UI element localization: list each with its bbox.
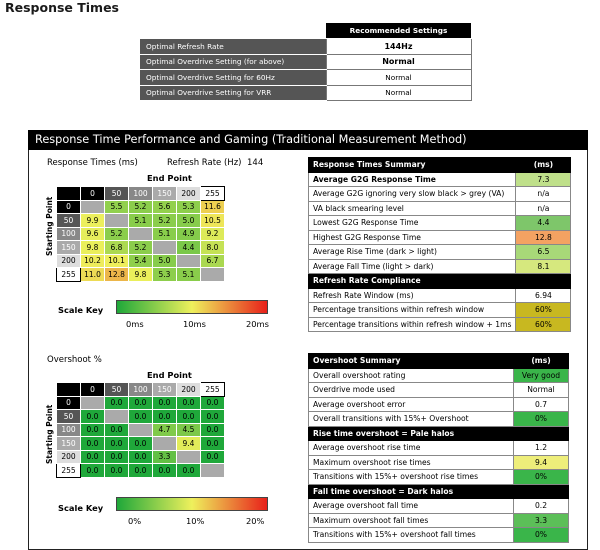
grid-cell: 5.2 [129,241,153,255]
summary-row-value: 3.3 [514,513,569,528]
scale-key-label: Scale Key [58,503,104,513]
scale-key-label: Scale Key [58,305,104,315]
rec-label: Optimal Refresh Rate [140,39,326,55]
grid-cell: 10.5 [201,214,225,228]
summary-row-value: 6.5 [516,245,571,260]
grid-cell: 0.0 [105,423,129,437]
rec-value: Normal [326,70,471,86]
grid-cell: 0.0 [201,410,225,424]
rec-value: Normal [326,54,471,70]
summary-row-value: 0.2 [514,499,569,514]
summary-row-value: n/a [516,201,571,216]
summary-row-value: Very good [514,368,569,383]
grid-cell: 0.0 [201,450,225,464]
grid-cell: 0.0 [81,464,105,478]
recommended-settings-table [140,23,472,101]
rec-label: Optimal Overdrive Setting (for above) [140,54,326,70]
grid-cell: 6.7 [201,254,225,268]
grid-cell: 10.2 [81,254,105,268]
rise-header: Rise time overshoot = Pale halos [309,426,569,441]
summary-row-value: 0% [514,412,569,427]
grid-cell: 5.3 [153,268,177,282]
grid-col-head: 150 [153,383,177,397]
grid-cell: 6.8 [105,241,129,255]
grid-cell: 5.0 [177,214,201,228]
summary-row-value: 60% [516,303,571,318]
recommended-settings-header: Recommended Settings [326,23,471,39]
grid-cell: 10.1 [105,254,129,268]
grid-cell [105,410,129,424]
overshoot-summary [308,353,569,543]
grid-cell: 0.0 [129,464,153,478]
fall-header: Fall time overshoot = Dark halos [309,484,569,499]
grid-cell [81,200,105,214]
summary-row-label: Overall overshoot rating [309,368,514,383]
grid-cell [153,241,177,255]
compliance-header: Refresh Rate Compliance [309,274,571,289]
summary-row-value: 9.4 [514,455,569,470]
rec-label: Optimal Overdrive Setting for VRR [140,85,326,101]
grid-cell: 0.0 [129,410,153,424]
summary-row-value: 0% [514,528,569,543]
starting-point-label: Starting Point [45,196,54,256]
summary-row-label: Transitions with 15%+ overshoot fall times [309,528,514,543]
overshoot-scale-bar [116,497,268,511]
grid-col-head: 50 [105,187,129,201]
grid-col-head: 50 [105,383,129,397]
grid-cell: 12.8 [105,268,129,282]
summary-row-label: Percentage transitions within refresh window [309,303,516,318]
grid-cell: 5.5 [105,200,129,214]
grid-cell: 4.9 [177,227,201,241]
grid-cell: 0.0 [105,464,129,478]
starting-point-label: Starting Point [45,404,54,464]
grid-col-head: 200 [177,383,201,397]
response-times-grid [56,186,225,282]
grid-cell: 11.0 [81,268,105,282]
summary-row-label: Maximum overshoot rise times [309,455,514,470]
summary-header: Overshoot Summary [309,354,514,369]
grid-cell: 4.7 [153,423,177,437]
grid-cell: 9.8 [81,241,105,255]
grid-row-head: 255 [57,268,81,282]
summary-row-value: 60% [516,317,571,332]
grid-cell: 0.0 [105,437,129,451]
grid-cell: 0.0 [153,464,177,478]
grid-cell [177,450,201,464]
scale-label-min: 0ms [126,319,144,329]
rec-label: Optimal Overdrive Setting for 60Hz [140,70,326,86]
grid-corner [57,187,81,201]
grid-cell: 5.4 [129,254,153,268]
summary-unit: (ms) [516,158,571,173]
grid-cell: 0.0 [129,450,153,464]
grid-cell: 0.0 [129,437,153,451]
summary-row-value: 1.2 [514,441,569,456]
summary-row-label: Average overshoot error [309,397,514,412]
grid-cell: 9.4 [177,437,201,451]
grid-col-head: 100 [129,187,153,201]
grid-cell: 11.6 [201,200,225,214]
grid-col-head: 0 [81,383,105,397]
summary-unit: (ms) [514,354,569,369]
grid-cell [129,423,153,437]
grid-cell: 9.8 [129,268,153,282]
summary-row-label: Average overshoot rise time [309,441,514,456]
page-title: Response Times [5,0,120,15]
grid-cell [201,268,225,282]
overshoot-grid [56,382,225,478]
summary-row-label: Average Rise Time (dark > light) [309,245,516,260]
summary-row-label: Average overshoot fall time [309,499,514,514]
summary-row-label: Overdrive mode used [309,383,514,398]
grid-row-head: 200 [57,254,81,268]
summary-row-value: Normal [514,383,569,398]
grid-cell [201,464,225,478]
grid-cell: 0.0 [201,423,225,437]
grid-cell [177,254,201,268]
grid-cell: 0.0 [177,396,201,410]
grid-cell: 0.0 [81,423,105,437]
scale-label-max: 20% [246,516,265,526]
grid-cell: 0.0 [105,396,129,410]
grid-row-head: 100 [57,227,81,241]
end-point-label: End Point [147,173,192,183]
grid-cell: 0.0 [177,464,201,478]
grid-cell: 5.2 [129,200,153,214]
summary-row-value: 0% [514,470,569,485]
summary-row-label: Average Fall Time (light > dark) [309,259,516,274]
rec-value: Normal [326,85,471,101]
grid-cell: 5.2 [153,214,177,228]
summary-row-label: Average G2G ignoring very slow black > grey (VA) [309,187,516,202]
grid-cell: 5.1 [177,268,201,282]
grid-cell: 4.4 [177,241,201,255]
grid-row-head: 150 [57,241,81,255]
response-times-title: Response Times (ms) [47,158,138,168]
grid-col-head: 200 [177,187,201,201]
grid-cell: 5.6 [153,200,177,214]
grid-cell: 0.0 [201,396,225,410]
grid-row-head: 150 [57,437,81,451]
grid-cell: 0.0 [105,450,129,464]
grid-col-head: 100 [129,383,153,397]
grid-cell: 5.3 [177,200,201,214]
grid-cell: 0.0 [81,410,105,424]
grid-cell: 0.0 [153,396,177,410]
grid-cell [81,396,105,410]
grid-row-head: 0 [57,396,81,410]
grid-cell: 0.0 [81,437,105,451]
summary-row-label: Transitions with 15%+ overshoot rise times [309,470,514,485]
grid-cell: 8.0 [201,241,225,255]
grid-cell [153,437,177,451]
scale-label-min: 0% [128,516,142,526]
grid-col-head: 255 [201,187,225,201]
grid-row-head: 0 [57,200,81,214]
grid-row-head: 50 [57,410,81,424]
grid-cell: 9.2 [201,227,225,241]
response-times-summary [308,157,571,332]
grid-cell [105,214,129,228]
grid-cell: 0.0 [81,450,105,464]
summary-row-value: 7.3 [516,172,571,187]
grid-cell: 9.6 [81,227,105,241]
summary-row-label: Percentage transitions within refresh window + 1ms [309,317,516,332]
grid-col-head: 150 [153,187,177,201]
grid-row-head: 50 [57,214,81,228]
refresh-rate-value: 144 [247,158,264,168]
grid-corner [57,383,81,397]
summary-row-label: Highest G2G Response Time [309,230,516,245]
grid-col-head: 255 [201,383,225,397]
summary-row-value: 12.8 [516,230,571,245]
panel-title: Response Time Performance and Gaming (Traditional Measurement Method) [28,130,588,150]
scale-label-max: 20ms [246,319,269,329]
summary-row-label: Average G2G Response Time [309,172,516,187]
summary-header: Response Times Summary [309,158,516,173]
grid-cell: 5.1 [153,227,177,241]
response-scale-bar [116,300,268,314]
overshoot-title: Overshoot % [47,355,102,365]
grid-cell: 0.0 [129,396,153,410]
grid-cell: 0.0 [177,410,201,424]
grid-cell: 9.9 [81,214,105,228]
scale-label-mid: 10% [186,516,205,526]
grid-col-head: 0 [81,187,105,201]
scale-label-mid: 10ms [183,319,206,329]
grid-row-head: 200 [57,450,81,464]
end-point-label: End Point [147,370,192,380]
summary-row-label: Maximum overshoot fall times [309,513,514,528]
grid-row-head: 100 [57,423,81,437]
summary-row-label: Overall transitions with 15%+ Overshoot [309,412,514,427]
grid-cell: 0.0 [201,437,225,451]
grid-row-head: 255 [57,464,81,478]
grid-cell: 5.0 [153,254,177,268]
summary-row-value: 6.94 [516,288,571,303]
summary-row-value: 8.1 [516,259,571,274]
grid-cell: 0.0 [153,410,177,424]
summary-row-value: 0.7 [514,397,569,412]
grid-cell: 5.1 [129,214,153,228]
grid-cell [129,227,153,241]
grid-cell: 3.3 [153,450,177,464]
summary-row-label: Refresh Rate Window (ms) [309,288,516,303]
summary-row-label: VA black smearing level [309,201,516,216]
grid-cell: 4.5 [177,423,201,437]
summary-row-value: n/a [516,187,571,202]
refresh-rate-label: Refresh Rate (Hz) [167,158,242,168]
summary-row-value: 4.4 [516,216,571,231]
rec-value: 144Hz [326,39,471,55]
grid-cell: 5.2 [105,227,129,241]
summary-row-label: Lowest G2G Response Time [309,216,516,231]
